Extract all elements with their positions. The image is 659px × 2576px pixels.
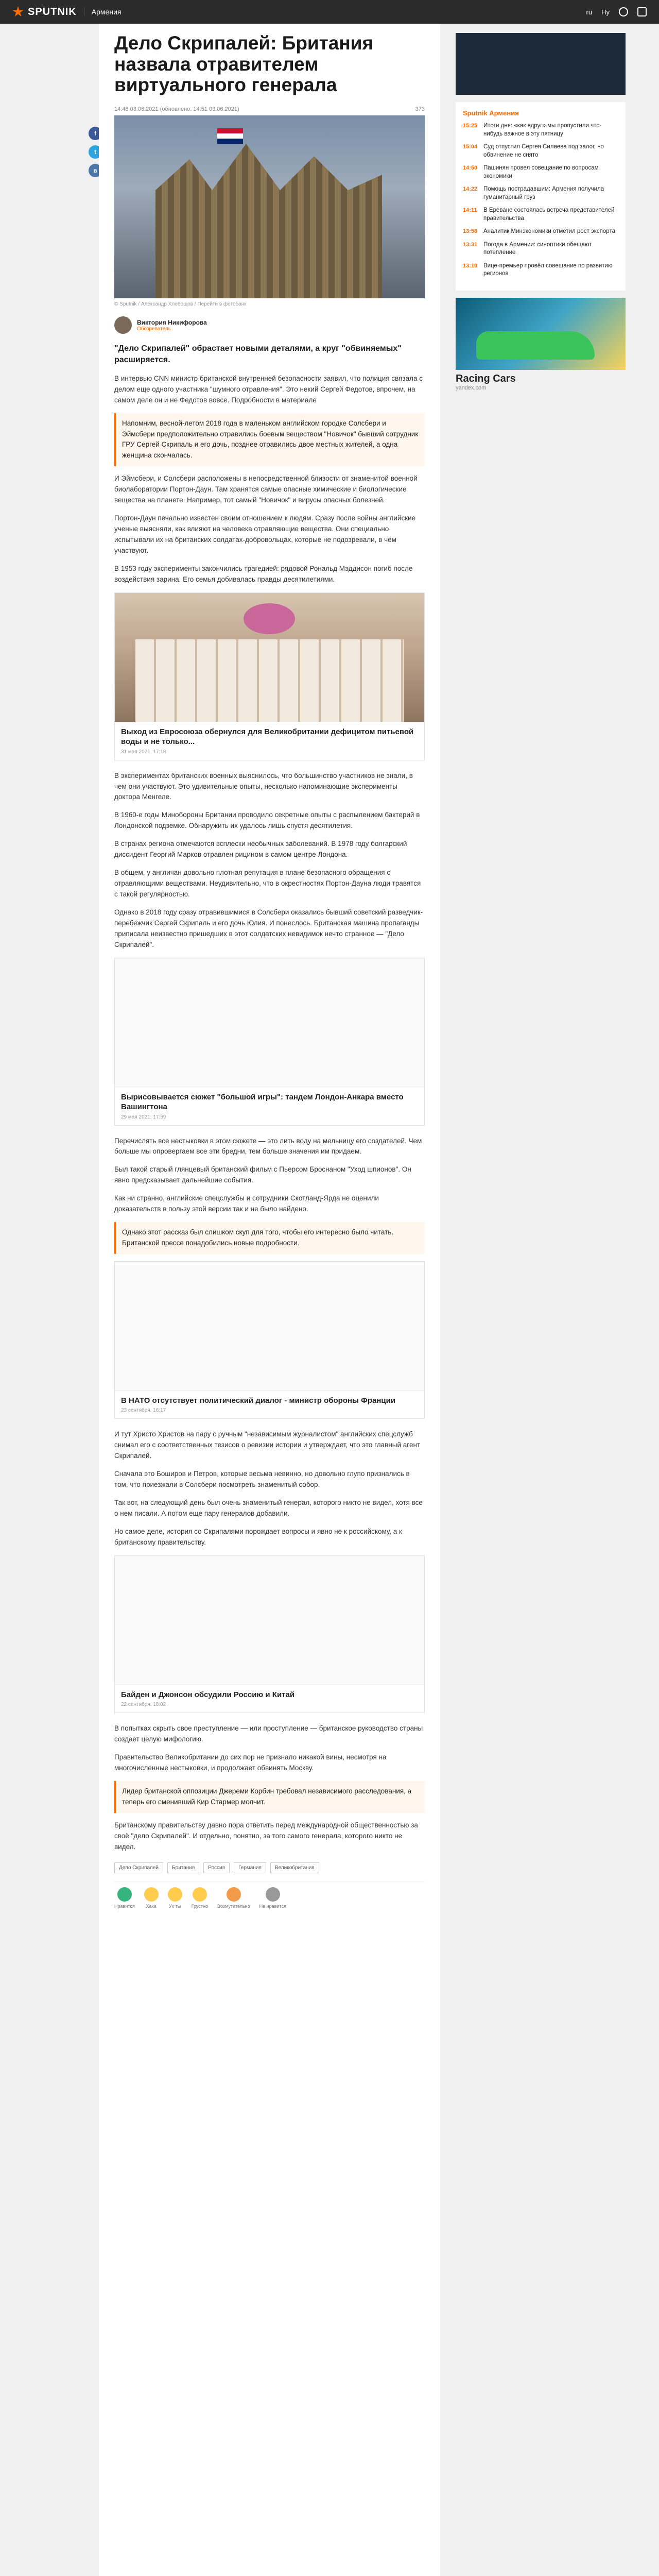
paragraph: В 1953 году эксперименты закончились трагедией: рядовой Рональд Мэддисон погиб после воздействия зарина. Его семья добивалась правды десятилетиями. xyxy=(114,564,413,583)
parliament-building xyxy=(155,144,382,298)
tag[interactable]: Россия xyxy=(203,1862,230,1873)
paragraph: Но самое деле, история со Скрипалями порождает вопросы и явно не к российскому, а к британскому правительству. xyxy=(114,1527,402,1546)
paragraph: Как ни странно, английские спецслужбы и сотрудники Скотланд-Ярда не оценили доказательств в пользу этой версии так и не было найдено. xyxy=(114,1194,379,1213)
sad-icon xyxy=(193,1887,207,1902)
feed-item[interactable] xyxy=(463,262,618,278)
related-image xyxy=(115,1262,424,1391)
uk-flag-icon xyxy=(217,128,243,144)
vk-share-icon[interactable]: в xyxy=(89,164,102,177)
lang-ru[interactable]: ru xyxy=(586,8,593,16)
feed-item[interactable] xyxy=(463,185,618,201)
article-meta xyxy=(114,106,425,112)
reaction-dislike[interactable] xyxy=(259,1887,286,1909)
feed-time: 13:58 xyxy=(463,228,478,235)
author-block[interactable] xyxy=(114,316,425,334)
sidebar-banner[interactable] xyxy=(456,33,626,95)
paragraph: И Эймсбери, и Солсбери расположены в непосредственной близости от знаменитой военной биолаборатории Портон-Даун. Там хранятся самые опасные химические и биологические вещества на планете. Например, тот самый "Новичок" и вирусы опасных болезней. xyxy=(114,474,418,504)
reaction-haha[interactable] xyxy=(144,1887,159,1909)
angry-icon xyxy=(227,1887,241,1902)
reaction-wow[interactable] xyxy=(168,1887,182,1909)
paragraph: В общем, у англичан довольно плотная репутация в плане безопасного обращения с отравляющими веществами. Неудивительно, что в окрестностях Портон-Дауна люди травятся с такой регулярностью. xyxy=(114,869,421,898)
paragraph: Сначала это Боширов и Петров, которые весьма невинно, но довольно глупо признались в том, что приезжали в Солсбери посмотреть знаменитый собор. xyxy=(114,1470,410,1489)
reaction-label: Хаха xyxy=(146,1904,157,1909)
reaction-sad[interactable] xyxy=(192,1887,208,1909)
menu-icon[interactable] xyxy=(637,7,647,16)
paragraph: Был такой старый глянцевый британский фильм с Пьерсом Броснаном "Уход шпионов". Он явно предсказывает дальнейшие события. xyxy=(114,1165,411,1184)
hero-caption: © Sputnik / Александр Хлобощов / Перейти в фотобанк xyxy=(114,301,247,308)
paragraph: Правительство Великобритании до сих пор не признало никакой вины, несмотря на многочисленные нестыковки, и продолжает обвинять Москву. xyxy=(114,1753,387,1772)
ad-source: yandex.com xyxy=(456,384,487,391)
highlight-block: Напомним, весной-летом 2018 года в маленьком английском городке Солсбери и Эймсбери предположительно отравились боевым веществом "Новичок" бывший сотрудник ГРУ Сергей Скрипаль и его дочь, позднее отравились двое местных жителей, а одна женщина скончалась. xyxy=(114,413,425,467)
paragraph: Портон-Даун печально известен своим отношением к людям. Сразу после войны английские ученые выясняли, как влияют на человека отравляющие вещества. Они специально испытывали их на британских солдатах-добровольцах, которые не подозревали, в чем участвуют. xyxy=(114,514,416,554)
feed-text: Итоги дня: «как вдруг» мы пропустили что-нибудь важное в эту пятницу xyxy=(483,123,602,137)
reaction-label: Возмутительно xyxy=(217,1904,250,1909)
feed-time: 15:04 xyxy=(463,144,478,150)
reactions-bar xyxy=(114,1882,425,1909)
feed-item[interactable] xyxy=(463,228,618,236)
reaction-label: Нравится xyxy=(114,1904,135,1909)
views-count: 373 xyxy=(415,106,425,113)
feed-item[interactable] xyxy=(463,122,618,138)
author-name: Виктория Никифорова xyxy=(137,318,207,326)
paragraph: Так вот, на следующий день был очень знаменитый генерал, которого никто не видел, хотя все о нем писали. А потом еще пару генералов добавили. xyxy=(114,1498,423,1517)
tag[interactable]: Дело Скрипалей xyxy=(114,1862,163,1873)
related-image xyxy=(115,593,424,722)
feed-text: Погода в Армении: синоптики обещают потепление xyxy=(483,241,592,256)
feed-text: Помощь пострадавшим: Армения получила гуманитарный груз xyxy=(483,186,604,200)
reaction-label: Ух ты xyxy=(169,1904,181,1909)
feed-time: 14:22 xyxy=(463,186,478,193)
paragraph: Перечислять все нестыковки в этом сюжете — это лить воду на мельницу его создателей. Чем больше мы опровергаем все эти бредни, тем больше значения им придаем. xyxy=(114,1137,422,1156)
top-bar xyxy=(0,0,659,24)
share-column xyxy=(0,24,99,2576)
car-image xyxy=(476,331,595,360)
thumbs-up-icon xyxy=(117,1887,132,1902)
paragraph: Однако в 2018 году сразу отравившимися в Солсбери оказались бывший советский разведчик-перебежчик Сергей Скрипаль и его дочь Юлия. И понеслось. Британская машина пропаганды приписала неизвестно пришедших в этот солдатских невидимок нечто странное — "Дело Скрипалей". xyxy=(114,908,423,948)
search-icon[interactable] xyxy=(619,7,628,16)
reaction-angry[interactable] xyxy=(217,1887,250,1909)
related-meta: 22 сентября, 18:02 xyxy=(121,1702,166,1708)
article-date: 14:48 03.06.2021 (обновлено: 14:51 03.06.2021) xyxy=(114,106,239,113)
paragraph: В экспериментах британских военных выяснилось, что большинство участников не знали, в чем они участвуют. Это удивительные опыты, несколько напоминающие эксперименты доктора Менгеле. xyxy=(114,771,413,801)
author-avatar xyxy=(114,316,132,334)
logo[interactable] xyxy=(12,6,77,18)
paragraph: В попытках скрыть свое преступление — или проступление — британское руководство страны создает целую мифологию. xyxy=(114,1724,423,1743)
news-feed xyxy=(456,102,626,291)
related-meta: 31 мая 2021, 17:18 xyxy=(121,749,166,755)
paragraph: И тут Христо Христов на пару с ручным "независимым журналистом" английских спецслужб снимал его с соответственных тезисов о ревизии истории и утверждает, что это главный агент Скрипалей. xyxy=(114,1430,421,1460)
hero-image xyxy=(114,115,425,298)
article xyxy=(99,24,440,2576)
laugh-icon xyxy=(144,1887,159,1902)
tag[interactable]: Германия xyxy=(234,1862,266,1873)
related-article-card[interactable] xyxy=(114,958,425,1126)
feed-item[interactable] xyxy=(463,143,618,159)
feed-title[interactable]: Sputnik Армения xyxy=(463,109,519,117)
edition-selector[interactable]: Армения xyxy=(84,8,122,16)
sidebar xyxy=(456,24,626,2576)
tag-list xyxy=(114,1862,425,1873)
facebook-share-icon[interactable]: f xyxy=(89,127,102,140)
feed-time: 14:11 xyxy=(463,207,477,214)
article-title: Дело Скрипалей: Британия назвала отравителем виртуального генерала xyxy=(114,32,374,96)
feed-text: Суд отпустил Сергея Силаева под залог, но обвинение не снято xyxy=(483,144,604,158)
related-title[interactable]: Выход из Евросоюза обернулся для Великобритании дефицитом питьевой воды и не только... xyxy=(121,727,414,747)
related-title[interactable]: Байден и Джонсон обсудили Россию и Китай xyxy=(121,1690,295,1699)
related-image xyxy=(115,1556,424,1685)
related-image xyxy=(115,958,424,1087)
related-title[interactable]: В НАТО отсутствует политический диалог - министр обороны Франции xyxy=(121,1396,396,1405)
highlight-block: Лидер британской оппозиции Джереми Корбин требовал независимого расследования, а теперь его сменивший Кир Стармер молчит. xyxy=(114,1781,425,1813)
paragraph: В 1960-е годы Минобороны Британии проводило секретные опыты с распылением бактерий в Лондонской подземке. Обнаружить их удалось лишь спустя десятилетия. xyxy=(114,811,420,830)
feed-time: 13:10 xyxy=(463,262,478,269)
author-role: Обозреватель xyxy=(137,326,171,332)
related-article-card[interactable] xyxy=(114,1261,425,1419)
feed-text: Вице-премьер провёл совещание по развитию регионов xyxy=(483,262,613,277)
reaction-label: Грустно xyxy=(191,1904,208,1909)
feed-time: 13:31 xyxy=(463,241,478,248)
paragraph: В интервью CNN министр британской внутренней безопасности заявил, что полиция связала с делом еще одного участника "шумного отравления". Это некий Сергей Федотов, впрочем, на самом деле он и не Федотов вовсе. Подробности в материале xyxy=(114,374,423,404)
thumbs-down-icon xyxy=(266,1887,280,1902)
logo-text: SPUTNIK xyxy=(28,6,77,18)
paragraph: В странах региона отмечаются всплески необычных заболеваний. В 1978 году болгарский диссидент Георгий Марков отравлен рицином в самом центре Лондона. xyxy=(114,840,407,859)
reaction-label: Не нравится xyxy=(259,1904,286,1909)
feed-time: 15:25 xyxy=(463,123,478,129)
lang-hy[interactable]: Hy xyxy=(601,8,610,16)
related-article-card[interactable] xyxy=(114,1555,425,1714)
feed-text: В Ереване состоялась встреча представителей правительства xyxy=(483,207,615,222)
article-lead: "Дело Скрипалей" обрастает новыми деталями, а круг "обвиняемых" расширяется. xyxy=(114,344,402,365)
feed-text: Аналитик Минэкономики отметил рост экспорта xyxy=(483,228,615,235)
feed-item[interactable] xyxy=(463,164,618,180)
paragraph: Британскому правительству давно пора ответить перед международной общественностью за своё "дело Скрипалей". И отдельно, понятно, за того самого генерала, которого никто не видел. xyxy=(114,1821,418,1851)
feed-item[interactable] xyxy=(463,207,618,223)
feed-item[interactable] xyxy=(463,241,618,257)
star-icon xyxy=(12,6,24,18)
tag[interactable]: Британия xyxy=(167,1862,199,1873)
feed-time: 14:50 xyxy=(463,165,478,172)
related-title[interactable]: Вырисовывается сюжет "большой игры": тандем Лондон-Анкара вместо Вашингтона xyxy=(121,1092,404,1111)
feed-text: Пашинян провел совещание по вопросам экономики xyxy=(483,165,599,179)
reaction-like[interactable] xyxy=(114,1887,135,1909)
telegram-share-icon[interactable]: t xyxy=(89,145,102,159)
ad-image[interactable] xyxy=(456,298,626,370)
surprise-icon xyxy=(168,1887,182,1902)
related-article-card[interactable] xyxy=(114,592,425,760)
related-meta: 23 сентября, 16:17 xyxy=(121,1408,166,1414)
header-actions xyxy=(586,7,647,16)
ad-title[interactable]: Racing Cars xyxy=(456,372,516,384)
highlight-block: Однако этот рассказ был слишком скуп для того, чтобы его интересно было читать. Британской прессе понадобились новые подробности. xyxy=(114,1222,425,1254)
related-meta: 29 мая 2021, 17:59 xyxy=(121,1114,166,1120)
tag[interactable]: Великобритания xyxy=(270,1862,319,1873)
